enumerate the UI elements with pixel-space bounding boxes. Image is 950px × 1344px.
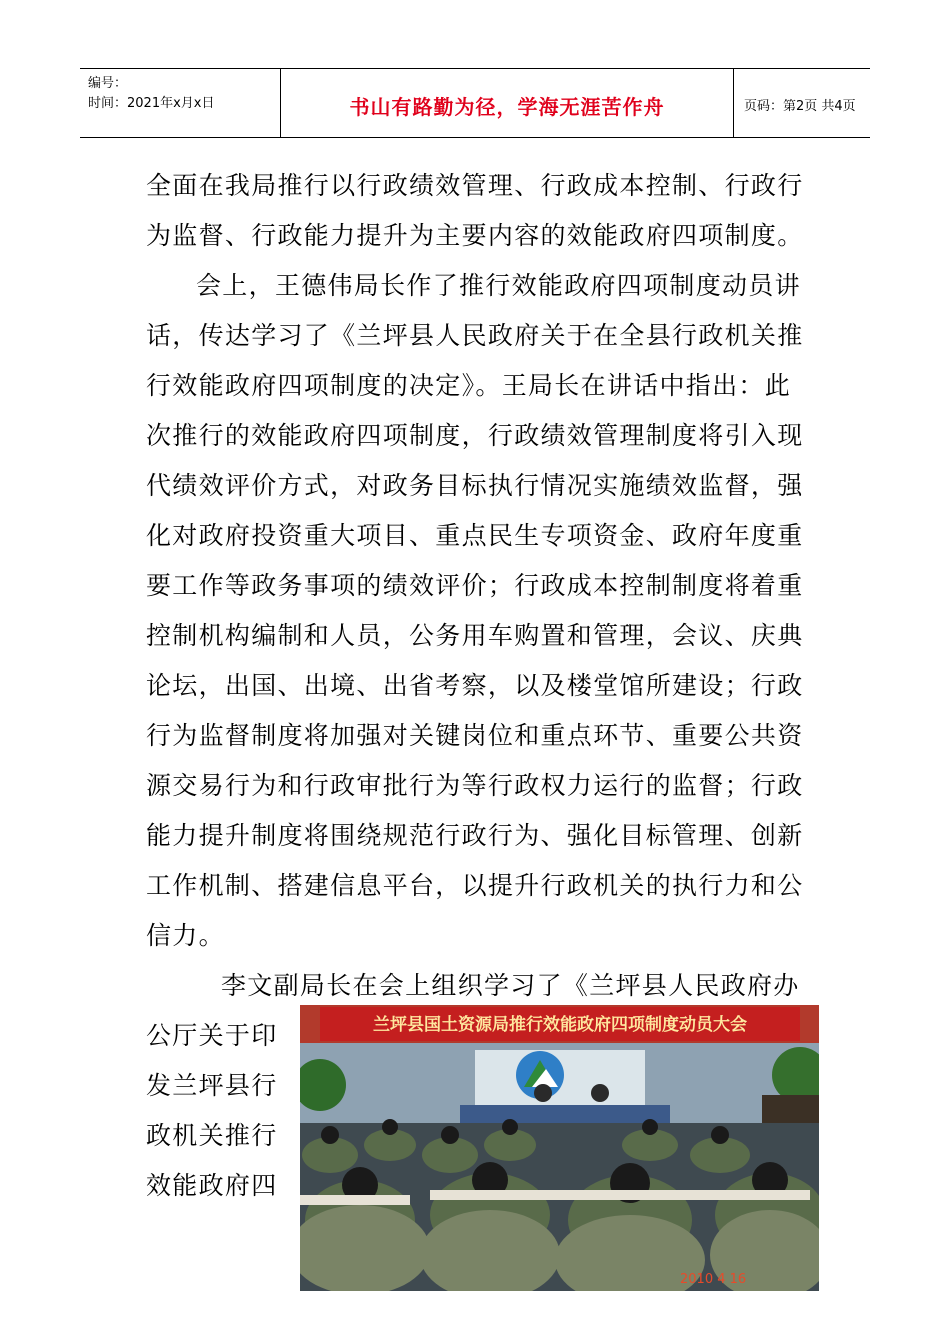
body-line: 源交易行为和行政审批行为等行政权力运行的监督；行政 <box>146 771 804 800</box>
side-line: 发兰坪县行 <box>146 1071 278 1100</box>
header-page-cell <box>732 69 870 137</box>
body-line: 行效能政府四项制度的决定》。王局长在讲话中指出：此 <box>146 371 792 400</box>
side-line: 政机关推行 <box>146 1121 278 1150</box>
body-line: 工作机制、搭建信息平台，以提升行政机关的执行力和公 <box>146 871 804 900</box>
body-line: 要工作等政务事项的绩效评价；行政成本控制制度将着重 <box>146 571 804 600</box>
body-line: 李文副局长在会上组织学习了《兰坪县人民政府办 <box>221 971 800 1000</box>
body-line: 为监督、行政能力提升为主要内容的效能政府四项制度。 <box>146 221 804 250</box>
body-line: 能力提升制度将围绕规范行政行为、强化目标管理、创新 <box>146 821 804 850</box>
side-line: 公厅关于印 <box>146 1021 278 1050</box>
date-stamp: 2010 4 16 <box>680 1272 747 1287</box>
body-line: 全面在我局推行以行政绩效管理、行政成本控制、行政行 <box>146 171 804 200</box>
body-line: 信力。 <box>146 921 225 950</box>
time-label: 时间：2021年x月x日 <box>88 96 215 111</box>
body-line: 话，传达学习了《兰坪县人民政府关于在全县行政机关推 <box>146 321 804 350</box>
body-line: 论坛，出国、出境、出省考察，以及楼堂馆所建设；行政 <box>146 671 804 700</box>
header-meta-cell <box>80 69 280 137</box>
body-line: 化对政府投资重大项目、重点民生专项资金、政府年度重 <box>146 521 804 550</box>
page-header <box>80 68 870 138</box>
side-line: 效能政府四 <box>146 1171 278 1200</box>
motto-text: 书山有路勤为径，学海无涯苦作舟 <box>349 95 665 119</box>
body-line: 次推行的效能政府四项制度，行政绩效管理制度将引入现 <box>146 421 804 450</box>
body-line: 控制机构编制和人员，公务用车购置和管理，会议、庆典 <box>146 621 804 650</box>
body-line: 会上，王德伟局长作了推行效能政府四项制度动员讲 <box>196 271 801 300</box>
meeting-photo <box>300 1005 819 1291</box>
body-line: 代绩效评价方式，对政务目标执行情况实施绩效监督，强 <box>146 471 804 500</box>
page-number-label: 页码：第2页 共4页 <box>744 99 856 114</box>
number-label: 编号： <box>88 76 128 91</box>
banner-text: 兰坪县国土资源局推行效能政府四项制度动员大会 <box>373 1015 747 1035</box>
header-motto-cell <box>280 69 734 137</box>
body-line: 行为监督制度将加强对关键岗位和重点环节、重要公共资 <box>146 721 804 750</box>
